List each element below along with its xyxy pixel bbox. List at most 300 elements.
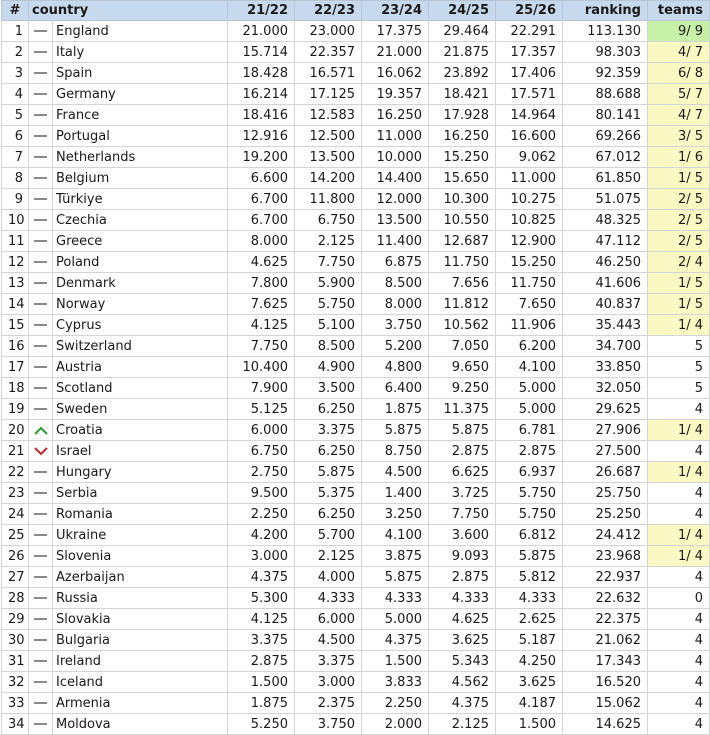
table-row[interactable] [2,210,710,231]
table-row[interactable] [2,42,710,63]
trend-cell [29,294,53,315]
table-row[interactable] [2,462,710,483]
country-cell: Iceland [53,672,228,693]
country-cell: Russia [53,588,228,609]
trend-unchanged-icon [34,135,47,137]
season-points-cell: 6.200 [496,336,563,357]
table-row[interactable] [2,63,710,84]
ranking-cell: 46.250 [563,252,648,273]
ranking-cell: 22.937 [563,567,648,588]
trend-unchanged-icon [34,408,47,410]
season-points-cell: 13.500 [295,147,362,168]
season-points-cell: 19.200 [228,147,295,168]
trend-unchanged-icon [34,282,47,284]
season-points-cell: 4.125 [228,315,295,336]
table-row[interactable] [2,588,710,609]
season-points-cell: 21.000 [362,42,429,63]
table-row[interactable] [2,546,710,567]
season-points-cell: 4.562 [429,672,496,693]
trend-cell [29,420,53,441]
header-teams[interactable]: teams [648,1,710,21]
header-rank-number[interactable]: # [2,1,29,21]
country-cell: England [53,21,228,42]
country-ranking-table [1,0,710,735]
teams-cell: 4 [648,693,710,714]
season-points-cell: 4.375 [429,693,496,714]
season-points-cell: 3.625 [429,630,496,651]
season-points-cell: 17.375 [362,21,429,42]
season-points-cell: 16.571 [295,63,362,84]
trend-unchanged-icon [34,345,47,347]
season-points-cell: 11.906 [496,315,563,336]
season-points-cell: 16.250 [429,126,496,147]
trend-unchanged-icon [34,261,47,263]
table-row[interactable] [2,651,710,672]
season-points-cell: 12.000 [362,189,429,210]
season-points-cell: 5.875 [496,546,563,567]
season-points-cell: 6.750 [295,210,362,231]
season-points-cell: 3.375 [295,420,362,441]
teams-cell: 2/ 4 [648,252,710,273]
rank-number-cell: 18 [2,378,29,399]
rank-number-cell: 30 [2,630,29,651]
rank-number-cell: 12 [2,252,29,273]
table-row[interactable] [2,294,710,315]
season-points-cell: 7.750 [295,252,362,273]
rank-number-cell: 20 [2,420,29,441]
trend-cell [29,84,53,105]
season-points-cell: 13.500 [362,210,429,231]
table-row[interactable] [2,609,710,630]
season-points-cell: 2.250 [362,693,429,714]
rank-number-cell: 9 [2,189,29,210]
season-points-cell: 10.562 [429,315,496,336]
teams-cell: 4 [648,399,710,420]
trend-unchanged-icon [34,114,47,116]
ranking-cell: 92.359 [563,63,648,84]
table-row[interactable] [2,126,710,147]
country-cell: Switzerland [53,336,228,357]
trend-unchanged-icon [34,723,47,725]
season-points-cell: 1.875 [362,399,429,420]
season-points-cell: 4.900 [295,357,362,378]
country-cell: Croatia [53,420,228,441]
rank-number-cell: 25 [2,525,29,546]
rank-number-cell: 29 [2,609,29,630]
trend-cell [29,714,53,735]
table-row[interactable] [2,21,710,42]
table-row[interactable] [2,231,710,252]
rank-number-cell: 17 [2,357,29,378]
season-points-cell: 6.250 [295,441,362,462]
rank-number-cell: 8 [2,168,29,189]
season-points-cell: 4.100 [362,525,429,546]
teams-cell: 0 [648,588,710,609]
season-points-cell: 4.100 [496,357,563,378]
ranking-cell: 113.130 [563,21,648,42]
rank-number-cell: 21 [2,441,29,462]
header-ranking[interactable]: ranking [563,1,648,21]
teams-cell: 5 [648,357,710,378]
season-points-cell: 10.300 [429,189,496,210]
rank-number-cell: 1 [2,21,29,42]
season-points-cell: 1.875 [228,693,295,714]
teams-cell: 3/ 5 [648,126,710,147]
ranking-cell: 15.062 [563,693,648,714]
trend-unchanged-icon [34,702,47,704]
ranking-cell: 26.687 [563,462,648,483]
teams-cell: 4 [648,504,710,525]
table-row[interactable] [2,420,710,441]
country-cell: Italy [53,42,228,63]
season-points-cell: 3.725 [429,483,496,504]
rank-number-cell: 28 [2,588,29,609]
table-row[interactable] [2,630,710,651]
table-row[interactable] [2,273,710,294]
table-row[interactable] [2,714,710,735]
trend-cell [29,315,53,336]
country-cell: Bulgaria [53,630,228,651]
season-points-cell: 5.187 [496,630,563,651]
ranking-cell: 17.343 [563,651,648,672]
country-cell: Serbia [53,483,228,504]
trend-unchanged-icon [34,72,47,74]
country-cell: Romania [53,504,228,525]
table-row[interactable] [2,168,710,189]
season-points-cell: 11.750 [429,252,496,273]
teams-cell: 4 [648,714,710,735]
trend-cell [29,630,53,651]
teams-cell: 4 [648,609,710,630]
table-row[interactable] [2,441,710,462]
table-row[interactable] [2,252,710,273]
rank-number-cell: 6 [2,126,29,147]
season-points-cell: 5.375 [295,483,362,504]
country-cell: Türkiye [53,189,228,210]
season-points-cell: 4.250 [496,651,563,672]
season-points-cell: 17.357 [496,42,563,63]
trend-cell [29,651,53,672]
teams-cell: 4 [648,672,710,693]
trend-unchanged-icon [34,597,47,599]
table-row[interactable] [2,336,710,357]
country-cell: Belgium [53,168,228,189]
season-points-cell: 5.100 [295,315,362,336]
table-row[interactable] [2,147,710,168]
table-row[interactable] [2,357,710,378]
ranking-cell: 21.062 [563,630,648,651]
season-points-cell: 4.187 [496,693,563,714]
season-points-cell: 22.357 [295,42,362,63]
trend-unchanged-icon [34,156,47,158]
ranking-cell: 24.412 [563,525,648,546]
teams-cell: 4 [648,567,710,588]
ranking-cell: 47.112 [563,231,648,252]
table-header [2,1,710,21]
season-points-cell: 10.550 [429,210,496,231]
season-points-cell: 6.875 [362,252,429,273]
trend-cell [29,462,53,483]
country-cell: Azerbaijan [53,567,228,588]
country-cell: Germany [53,84,228,105]
season-points-cell: 21.875 [429,42,496,63]
country-cell: Norway [53,294,228,315]
season-points-cell: 8.500 [295,336,362,357]
ranking-cell: 51.075 [563,189,648,210]
season-points-cell: 3.500 [295,378,362,399]
season-points-cell: 14.200 [295,168,362,189]
rank-number-cell: 14 [2,294,29,315]
trend-cell [29,378,53,399]
trend-cell [29,546,53,567]
season-points-cell: 2.750 [228,462,295,483]
season-points-cell: 21.000 [228,21,295,42]
header-season-25-26[interactable]: 25/26 [496,1,563,21]
table-row[interactable] [2,504,710,525]
season-points-cell: 1.500 [228,672,295,693]
rank-number-cell: 33 [2,693,29,714]
season-points-cell: 15.250 [496,252,563,273]
season-points-cell: 11.000 [362,126,429,147]
season-points-cell: 18.428 [228,63,295,84]
trend-unchanged-icon [34,219,47,221]
country-cell: Moldova [53,714,228,735]
trend-cell [29,672,53,693]
ranking-cell: 22.375 [563,609,648,630]
season-points-cell: 4.333 [496,588,563,609]
season-points-cell: 4.500 [295,630,362,651]
ranking-cell: 14.625 [563,714,648,735]
season-points-cell: 9.650 [429,357,496,378]
trend-unchanged-icon [34,492,47,494]
season-points-cell: 4.333 [295,588,362,609]
country-cell: Netherlands [53,147,228,168]
header-season-24-25[interactable]: 24/25 [429,1,496,21]
ranking-cell: 27.500 [563,441,648,462]
season-points-cell: 17.406 [496,63,563,84]
season-points-cell: 5.750 [496,483,563,504]
table-row[interactable] [2,105,710,126]
teams-cell: 2/ 5 [648,231,710,252]
trend-cell [29,357,53,378]
header-season-23-24[interactable]: 23/24 [362,1,429,21]
trend-down-icon [34,447,48,456]
teams-cell: 5 [648,336,710,357]
header-season-22-23[interactable]: 22/23 [295,1,362,21]
season-points-cell: 2.125 [295,546,362,567]
rank-number-cell: 26 [2,546,29,567]
trend-cell [29,21,53,42]
ranking-cell: 48.325 [563,210,648,231]
table-row[interactable] [2,525,710,546]
season-points-cell: 5.875 [295,462,362,483]
ranking-cell: 88.688 [563,84,648,105]
table-row[interactable] [2,84,710,105]
season-points-cell: 17.928 [429,105,496,126]
season-points-cell: 3.750 [295,714,362,735]
season-points-cell: 6.700 [228,210,295,231]
country-cell: Slovenia [53,546,228,567]
table-body [2,21,710,735]
season-points-cell: 5.000 [362,609,429,630]
trend-unchanged-icon [34,513,47,515]
season-points-cell: 22.291 [496,21,563,42]
season-points-cell: 17.125 [295,84,362,105]
season-points-cell: 1.400 [362,483,429,504]
season-points-cell: 6.781 [496,420,563,441]
teams-cell: 1/ 6 [648,147,710,168]
table-row[interactable] [2,567,710,588]
season-points-cell: 4.375 [228,567,295,588]
teams-cell: 1/ 4 [648,525,710,546]
table-row[interactable] [2,315,710,336]
teams-cell: 4 [648,630,710,651]
season-points-cell: 5.200 [362,336,429,357]
season-points-cell: 9.250 [429,378,496,399]
season-points-cell: 11.750 [496,273,563,294]
season-points-cell: 2.125 [295,231,362,252]
season-points-cell: 3.000 [228,546,295,567]
season-points-cell: 4.625 [429,609,496,630]
table-row[interactable] [2,399,710,420]
table-row[interactable] [2,672,710,693]
season-points-cell: 12.687 [429,231,496,252]
country-cell: Ukraine [53,525,228,546]
season-points-cell: 10.000 [362,147,429,168]
season-points-cell: 16.250 [362,105,429,126]
trend-cell [29,105,53,126]
season-points-cell: 5.750 [496,504,563,525]
season-points-cell: 9.093 [429,546,496,567]
season-points-cell: 23.000 [295,21,362,42]
season-points-cell: 7.750 [429,504,496,525]
trend-unchanged-icon [34,618,47,620]
season-points-cell: 3.833 [362,672,429,693]
season-points-cell: 5.812 [496,567,563,588]
trend-cell [29,483,53,504]
trend-unchanged-icon [34,30,47,32]
country-cell: Spain [53,63,228,84]
ranking-cell: 61.850 [563,168,648,189]
season-points-cell: 2.125 [429,714,496,735]
country-cell: Scotland [53,378,228,399]
header-row [2,1,710,21]
rank-number-cell: 22 [2,462,29,483]
ranking-cell: 27.906 [563,420,648,441]
country-cell: Cyprus [53,315,228,336]
table-row[interactable] [2,189,710,210]
header-season-21-22[interactable]: 21/22 [228,1,295,21]
season-points-cell: 2.625 [496,609,563,630]
trend-cell [29,210,53,231]
rank-number-cell: 11 [2,231,29,252]
season-points-cell: 7.050 [429,336,496,357]
country-cell: Czechia [53,210,228,231]
teams-cell: 1/ 4 [648,315,710,336]
teams-cell: 1/ 5 [648,294,710,315]
country-cell: Ireland [53,651,228,672]
trend-cell [29,63,53,84]
trend-unchanged-icon [34,93,47,95]
season-points-cell: 3.375 [295,651,362,672]
trend-unchanged-icon [34,324,47,326]
table-row[interactable] [2,378,710,399]
season-points-cell: 3.375 [228,630,295,651]
ranking-cell: 25.750 [563,483,648,504]
season-points-cell: 2.000 [362,714,429,735]
season-points-cell: 5.000 [496,378,563,399]
trend-unchanged-icon [34,639,47,641]
season-points-cell: 9.062 [496,147,563,168]
season-points-cell: 12.900 [496,231,563,252]
season-points-cell: 4.000 [295,567,362,588]
trend-cell [29,189,53,210]
trend-unchanged-icon [34,51,47,53]
teams-cell: 4/ 7 [648,105,710,126]
header-country[interactable]: country [29,1,228,21]
season-points-cell: 10.400 [228,357,295,378]
season-points-cell: 6.937 [496,462,563,483]
teams-cell: 5/ 7 [648,84,710,105]
ranking-cell: 33.850 [563,357,648,378]
season-points-cell: 8.500 [362,273,429,294]
season-points-cell: 6.625 [429,462,496,483]
teams-cell: 9/ 9 [648,21,710,42]
teams-cell: 1/ 5 [648,273,710,294]
season-points-cell: 5.000 [496,399,563,420]
season-points-cell: 3.875 [362,546,429,567]
season-points-cell: 7.625 [228,294,295,315]
season-points-cell: 1.500 [496,714,563,735]
season-points-cell: 29.464 [429,21,496,42]
teams-cell: 2/ 5 [648,210,710,231]
country-cell: Sweden [53,399,228,420]
ranking-cell: 16.520 [563,672,648,693]
table-row[interactable] [2,693,710,714]
trend-unchanged-icon [34,177,47,179]
rank-number-cell: 2 [2,42,29,63]
table-row[interactable] [2,483,710,504]
season-points-cell: 10.825 [496,210,563,231]
season-points-cell: 5.125 [228,399,295,420]
season-points-cell: 18.421 [429,84,496,105]
season-points-cell: 15.714 [228,42,295,63]
ranking-cell: 40.837 [563,294,648,315]
season-points-cell: 4.333 [429,588,496,609]
country-cell: Poland [53,252,228,273]
season-points-cell: 14.964 [496,105,563,126]
rank-number-cell: 34 [2,714,29,735]
ranking-cell: 98.303 [563,42,648,63]
ranking-cell: 34.700 [563,336,648,357]
season-points-cell: 2.875 [429,441,496,462]
teams-cell: 4 [648,483,710,504]
season-points-cell: 16.214 [228,84,295,105]
season-points-cell: 2.875 [228,651,295,672]
season-points-cell: 5.300 [228,588,295,609]
rank-number-cell: 32 [2,672,29,693]
rank-number-cell: 31 [2,651,29,672]
trend-unchanged-icon [34,534,47,536]
trend-cell [29,567,53,588]
ranking-cell: 35.443 [563,315,648,336]
teams-cell: 1/ 4 [648,462,710,483]
season-points-cell: 11.000 [496,168,563,189]
season-points-cell: 5.875 [362,420,429,441]
season-points-cell: 7.900 [228,378,295,399]
season-points-cell: 5.900 [295,273,362,294]
teams-cell: 6/ 8 [648,63,710,84]
